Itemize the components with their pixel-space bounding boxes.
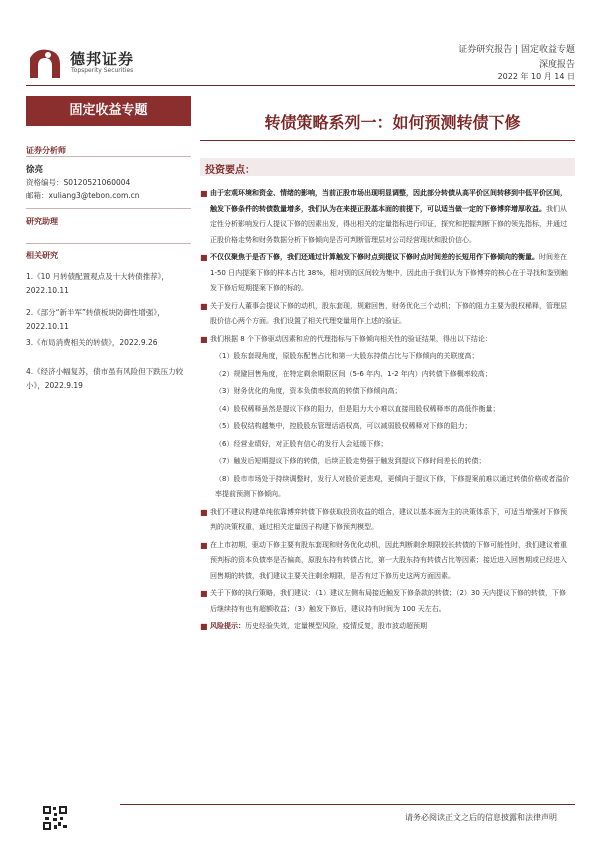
title-divider	[200, 140, 575, 141]
section-divider	[26, 156, 191, 157]
report-title: 转债策略系列一：如何预测转债下修	[264, 113, 521, 132]
related-item[interactable]: 2.《部分“新半军”转债板块防御性增强》，2022.10.11	[26, 308, 165, 331]
analyst-section-label: 证券分析师	[26, 146, 66, 155]
conclusion-item: （7）触发后短期提议下修的转债，后续正股走势强于触发到提议下修时间差长的转债；	[215, 457, 486, 465]
related-section-label: 相关研究	[26, 251, 58, 260]
bullet-item	[200, 505, 572, 536]
report-type: 证券研究报告 | 固定收益专题	[458, 45, 575, 55]
conclusion-item: （4）股权稀释虽然是提议下修的阻力，但是阻力大小难以直接用股权稀释率的高低作衡量；	[215, 404, 500, 413]
bullet-bold-text: 不仅仅聚焦于是否下修，我们还通过计算触发下修时点到提议下修时点时间差的长短用作下修倾向的衡量。	[210, 253, 539, 261]
bullet-text: 我们从定性分析影响发行人提议下修的因素出发，得出相关的定量指标进行印证，探究和把握判断下修的领先指标，并通过正股价格走势和财务数据分析下修倾向是否可判断管理层对公司经营现状和股价信心。	[210, 204, 567, 244]
conclusion-item: （8）股市市场处于持续调整时，发行人对股价更悲观，更倾向于提议下修，下修提案前难以通过转债价格或者溢价率提前预测下修倾向。	[215, 474, 570, 498]
bullet-square-icon: ■	[200, 253, 208, 262]
category-banner: 固定收益专题	[26, 96, 191, 126]
section-divider	[26, 208, 191, 209]
conclusion-item: （3）财务优化的角度，资本负债率较高的转债下修倾向高；	[215, 387, 402, 395]
bullet-square-icon: ■	[200, 301, 208, 311]
qr-code-icon	[42, 805, 68, 831]
bullet-item	[200, 250, 572, 297]
related-item[interactable]: 1.《10 月转债配置观点及十大转债推荐》，2022.10.11	[26, 272, 169, 295]
risk-label: 风险提示：	[210, 622, 245, 630]
key-points-banner	[200, 158, 575, 176]
bullet-square-icon: ■	[200, 189, 208, 198]
conclusion-item: （1）股东套现角度，原股东配售占比和第一大股东持债占比与下修倾向的关联度高；	[215, 352, 479, 360]
bullet-bold-text: 由于宏观环境和资金、情绪的影响，当前正股市场出现明显调整，因此部分转债从高平价区间转移到中低平价区间，触发下修条件的转债数量增多，我们认为在来提正股基本面的前提下，可以适当做一定的下修博弈增厚收益。	[210, 189, 567, 213]
conclusion-item: （5）股权结构越集中，控股股东管理话语权高，可以减弱股权稀释对下修的阻力；	[215, 422, 472, 430]
bullet-text: 关于下修的执行策略，我们建议：（1）建议左侧布局接近触发下修条款的转债；（2）30 天内提议下修的转债，下修后继续持有也有超额收益；（3）触发下修后，建议持有时间为 100 天左右。	[210, 589, 567, 613]
bullet-item	[200, 586, 572, 617]
bullet-square-icon: ■	[200, 334, 208, 344]
bullet-text: 时间差在 1-50 日内提案下修的样本占比 38%，相对别的区间较为集中，因此由于我们认为下修博弈的核心在于寻找和鉴别触发下修后短期提案下修的标的。	[210, 253, 568, 292]
analyst-email[interactable]: 邮箱：xuliang3@tebon.com.cn	[26, 191, 140, 200]
analyst-cert: 资格编号：S0120521060004	[26, 178, 131, 187]
bullet-item	[200, 299, 572, 330]
conclusion-item: （2）规避回售角度，在特定剩余期限区间（5-6 年内、1-2 年内）内转债下修概率较高；	[215, 369, 492, 378]
report-date: 2022 年 10 月 14 日	[497, 72, 575, 81]
bullet-text: 我们不建议构建单纯依靠博弈转债下修获取投资收益的组合，建议以基本面为主的决策体系下，可适当增强对下修预判的决策权重，通过相关定量因子构建下修预判模型。	[210, 507, 567, 531]
bullet-text: 在上市初期，驱动下修主要有股东套现和财务优化动机，因此判断剩余期限较长转债的下修可能性时，我们建议着重预判标的资本负债率是否偏高，原股东持有转债占比，第一大股东持有转债占比等因素；接近进入回售期或已经进入回售期的转债，我们建议主要关注剩余期限，是否有过下修历史这两方面因素。	[210, 540, 567, 580]
risk-text: 历史经验失效，定量模型风险，疫情反复，股市波动超预期	[245, 622, 427, 630]
footer-disclaimer: 请务必阅读正文之后的信息披露和法律声明	[405, 813, 557, 822]
related-item[interactable]: 3.《布局消费相关的转债》，2022.9.26	[26, 338, 158, 347]
footer-divider	[120, 804, 575, 805]
company-logo-icon	[26, 44, 64, 82]
header-divider	[26, 85, 575, 86]
report-depth: 深度报告	[538, 60, 575, 70]
bullet-text: 我们根据 8 个下修驱动因素和应的代理指标与下修倾向相关性的验证结果，得出以下结论：	[210, 334, 492, 343]
brand-english: Topsperity Securities	[71, 67, 134, 74]
brand-name: 德邦证券	[70, 50, 135, 68]
analyst-name: 徐亮	[26, 165, 44, 175]
key-points-label: 投资要点：	[205, 165, 255, 176]
bullet-square-icon: ■	[200, 540, 208, 550]
bullet-text: 关于发行人董事会提议下修的动机，股东套现，规避回售，财务优化三个动机；下修的阻力主要为股权稀释，管理层股价信心两个方面。我们设置了相关代理变量用作上述的验证。	[210, 301, 567, 325]
risk-item	[200, 619, 572, 635]
related-item[interactable]: 4.《经济小幅复苏，债市虽有风险但下跌压力较小》，2022.9.19	[26, 367, 184, 390]
bullet-item	[200, 332, 572, 348]
conclusion-item: （6）经营业绩好，对正股有信心的发行人会延缓下修；	[215, 439, 388, 448]
key-points-body	[200, 186, 572, 637]
section-divider	[26, 243, 191, 244]
bullet-square-icon: ■	[200, 622, 208, 631]
bullet-item	[200, 186, 572, 248]
bullet-square-icon: ■	[200, 507, 208, 517]
bullet-square-icon: ■	[200, 589, 208, 598]
bullet-item	[200, 538, 572, 585]
assistant-section-label: 研究助理	[26, 217, 58, 226]
